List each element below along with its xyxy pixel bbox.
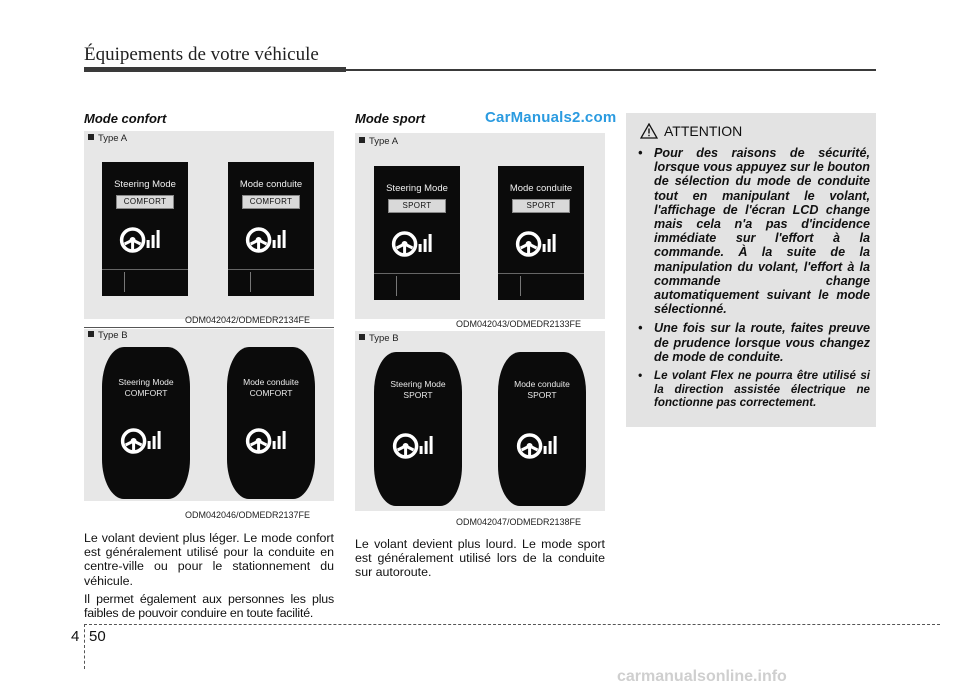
screen-title: Steering Mode (390, 379, 446, 389)
square-bullet-icon (359, 137, 365, 143)
screen-title: Mode conduite (509, 183, 573, 194)
type-a-label: Type A (359, 136, 398, 147)
mode-box: SPORT (512, 199, 570, 213)
lcd-screen-steering-mode-comfort-b (102, 347, 190, 499)
paragraph-confort-2: Il permet également aux personnes les plus faibles de pouvoir conduire en toute facilité. (84, 592, 334, 621)
footer-separator (84, 624, 85, 669)
steering-wheel-icon (515, 226, 559, 260)
screen-divider (374, 273, 460, 274)
square-bullet-icon (88, 134, 94, 140)
figure-code: ODM042042/ODMEDR2134FE (185, 315, 311, 325)
steering-wheel-icon (516, 428, 560, 462)
chapter-number: 4 (71, 628, 80, 645)
figure-confort-type-a (84, 131, 334, 319)
attention-box (626, 113, 876, 427)
paragraph-confort-1: Le volant devient plus léger. Le mode confort est généralement utilisé pour la conduite en centre-ville ou pour le stationnement du véhicule. (84, 531, 334, 588)
figure-confort-type-b (84, 329, 334, 501)
screen-divider (396, 276, 397, 296)
screen-divider (102, 269, 188, 270)
header-bar (84, 67, 346, 72)
attention-list (638, 146, 870, 415)
lcd-screen-mode-conduite-comfort-b (227, 347, 315, 499)
attention-heading: ATTENTION (640, 123, 742, 139)
section-title-confort: Mode confort (84, 111, 167, 126)
screen-mode: COMFORT (249, 388, 293, 398)
screen-title: Mode conduite (239, 179, 303, 190)
type-a-label: Type A (88, 133, 127, 144)
footer-rule (84, 624, 940, 625)
screen-mode: SPORT (403, 390, 433, 400)
figure-code: ODM042047/ODMEDR2138FE (456, 517, 582, 527)
paragraph-sport-1: Le volant devient plus lourd. Le mode sport est généralement utilisé lors de la conduite sur autoroute. (355, 537, 605, 580)
page-header-title: Équipements de votre véhicule (84, 44, 319, 65)
screen-divider (124, 272, 125, 292)
figure-sport-type-b (355, 331, 605, 511)
lcd-screen-mode-conduite-comfort (228, 162, 314, 296)
screen-divider (228, 269, 314, 270)
square-bullet-icon (88, 331, 94, 337)
lcd-screen-mode-conduite-sport (498, 166, 584, 300)
page-number: 50 (89, 628, 106, 645)
mode-box: SPORT (388, 199, 446, 213)
steering-wheel-icon (245, 222, 289, 256)
mode-box: COMFORT (242, 195, 300, 209)
steering-wheel-icon (120, 423, 164, 457)
steering-wheel-icon (391, 226, 435, 260)
figure-code: ODM042043/ODMEDR2133FE (456, 319, 582, 329)
screen-title: Steering Mode (114, 179, 176, 190)
lcd-screen-steering-mode-comfort (102, 162, 188, 296)
square-bullet-icon (359, 334, 365, 340)
type-b-label: Type B (88, 330, 128, 341)
warning-icon (640, 123, 658, 139)
attention-item: • Le volant Flex ne pourra être utilisé si la direction assistée électrique ne fonctionne pas correctement. (638, 369, 870, 410)
attention-item: • Pour des raisons de sécurité, lorsque vous appuyez sur le bouton de sélection du mode de conduite tout en manipulant le volant, l'affichage de l'écran LCD change mais cela n'a pas d'incidence immédiate sur l'effort à la commande. À la suite de la manipulation du volant, l'effort à la commande change automatiquement suivant le mode sélectionné. (638, 146, 870, 317)
mode-box: COMFORT (116, 195, 174, 209)
watermark-carmanuals2[interactable]: CarManuals2.com (485, 109, 617, 126)
figure-rule (84, 327, 334, 328)
steering-wheel-icon (392, 428, 436, 462)
figure-sport-type-a (355, 133, 605, 319)
header-rule (346, 69, 876, 71)
lcd-screen-steering-mode-sport (374, 166, 460, 300)
lcd-screen-mode-conduite-sport-b (498, 352, 586, 506)
screen-title: Mode conduite (514, 379, 570, 389)
section-title-sport: Mode sport (355, 111, 426, 126)
screen-mode: SPORT (527, 390, 557, 400)
screen-mode: COMFORT (124, 388, 168, 398)
steering-wheel-icon (119, 222, 163, 256)
steering-wheel-icon (245, 423, 289, 457)
figure-code: ODM042046/ODMEDR2137FE (185, 510, 311, 520)
screen-title: Steering Mode (386, 183, 448, 194)
lcd-screen-steering-mode-sport-b (374, 352, 462, 506)
screen-title: Mode conduite (243, 377, 299, 387)
screen-divider (250, 272, 251, 292)
attention-item: • Une fois sur la route, faites preuve de prudence lorsque vous changez de mode de conduite. (638, 321, 870, 364)
type-b-label: Type B (359, 333, 399, 344)
screen-title: Steering Mode (118, 377, 174, 387)
watermark-carmanualsonline[interactable]: carmanualsonline.info (617, 668, 787, 685)
screen-divider (498, 273, 584, 274)
screen-divider (520, 276, 521, 296)
